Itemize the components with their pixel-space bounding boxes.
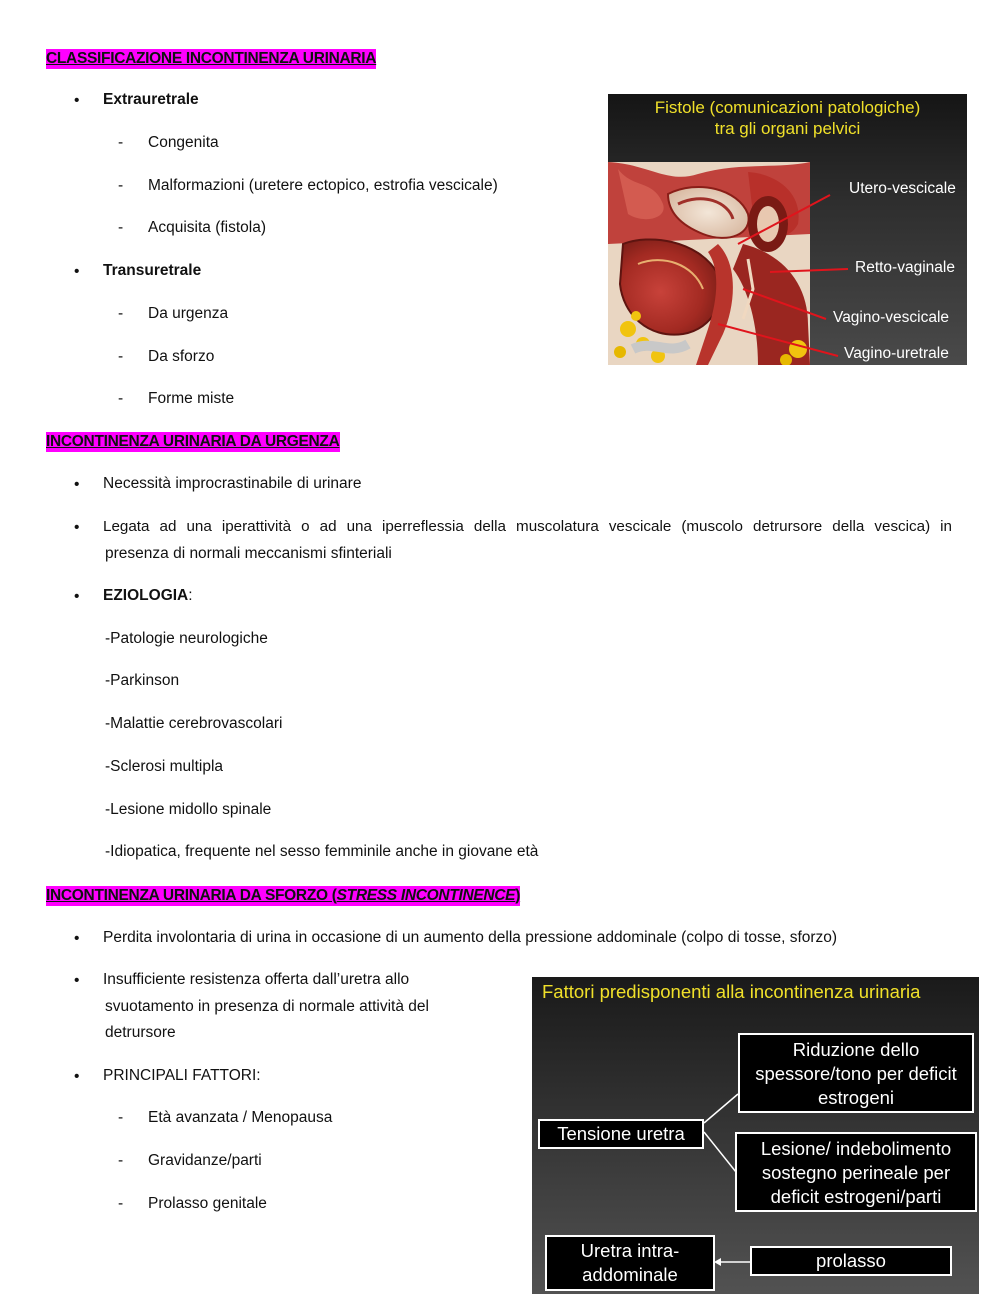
box-uretra-intraaddominale	[545, 1235, 715, 1291]
box-prolasso: prolasso	[750, 1246, 952, 1276]
heading-sforzo	[46, 886, 520, 906]
fattore-item: Gravidanze/parti	[148, 1152, 262, 1169]
fistole-figure	[608, 94, 967, 365]
sforzo-bullet-2-line: Insufficiente resistenza offerta dall’uretra allo	[103, 971, 410, 988]
urgenza-bullet-2-line-2: presenza di normali meccanismi sfinteriali	[105, 545, 392, 562]
box-riduzione-spessore	[738, 1033, 974, 1113]
box-line: estrogeni	[817, 1087, 895, 1108]
fattori-figure-title: Fattori predisponenti alla incontinenza urinaria	[542, 981, 921, 1002]
fattore-item: Età avanzata / Menopausa	[148, 1109, 333, 1126]
subitem-miste: Forme miste	[148, 390, 235, 407]
subitem-sforzo: Da sforzo	[148, 348, 215, 365]
subitem-urgenza: Da urgenza	[148, 305, 229, 322]
heading-urgenza: INCONTINENZA URINARIA DA URGENZA	[46, 433, 340, 450]
urgenza-bullet-1: Necessità improcrastinabile di urinare	[103, 475, 362, 492]
bullet-marker: •	[74, 263, 80, 280]
box-tensione-uretra: Tensione uretra	[538, 1119, 704, 1149]
fistola-label: Retto-vaginale	[855, 259, 955, 276]
dash-marker: -	[118, 134, 124, 151]
dash-marker: -	[118, 219, 124, 236]
sforzo-bullet-2-line: detrursore	[105, 1024, 176, 1041]
box-line: sostegno perineale per	[761, 1162, 951, 1183]
eziologia-item: -Parkinson	[105, 672, 180, 689]
bullet-marker: •	[74, 588, 80, 605]
box-line: addominale	[582, 1264, 678, 1285]
box-lesione-sostegno	[735, 1132, 977, 1212]
subitem-malformazioni: Malformazioni (uretere ectopico, estrofia vescicale)	[148, 177, 498, 194]
eziologia-item: -Sclerosi multipla	[105, 758, 224, 775]
fattore-item: Prolasso genitale	[148, 1195, 267, 1212]
box-line: Riduzione dello	[792, 1039, 920, 1060]
heading-classificazione: CLASSIFICAZIONE INCONTINENZA URINARIA	[46, 50, 377, 67]
fistola-label: Vagino-vescicale	[833, 309, 950, 326]
heading-sforzo-main: INCONTINENZA URINARIA DA SFORZO (	[46, 887, 337, 904]
box-line: Uretra intra-	[580, 1240, 680, 1261]
fistole-title-line: tra gli organi pelvici	[714, 119, 861, 138]
box-line: Lesione/ indebolimento	[760, 1138, 952, 1159]
heading-sforzo-italic: STRESS INCONTINENCE	[336, 887, 516, 904]
eziologia-item: -Lesione midollo spinale	[105, 801, 272, 818]
bullet-marker: •	[74, 972, 80, 989]
dash-marker: -	[118, 1152, 124, 1169]
subitem-acquisita: Acquisita (fistola)	[148, 219, 267, 236]
item-extrauretrale: Extrauretrale	[103, 91, 199, 108]
bullet-marker: •	[74, 476, 80, 493]
sforzo-bullet-2-line: svuotamento in presenza di normale attività del	[105, 998, 429, 1015]
eziologia-item: -Idiopatica, frequente nel sesso femminile anche in giovane età	[105, 843, 539, 860]
fistola-label: Vagino-uretrale	[844, 345, 949, 362]
dash-marker: -	[118, 390, 124, 407]
subitem-congenita: Congenita	[148, 134, 219, 151]
dash-marker: -	[118, 348, 124, 365]
dash-marker: -	[118, 1195, 124, 1212]
eziologia-item: -Patologie neurologiche	[105, 630, 268, 647]
item-transuretrale: Transuretrale	[103, 262, 202, 279]
dash-marker: -	[118, 305, 124, 322]
box-line: deficit estrogeni/parti	[770, 1186, 942, 1207]
eziologia-item: -Malattie cerebrovascolari	[105, 715, 283, 732]
fattori-figure	[532, 977, 979, 1294]
dash-marker: -	[118, 1109, 124, 1126]
heading-sforzo-end: )	[515, 887, 521, 904]
fistole-title-line: Fistole (comunicazioni patologiche)	[654, 98, 921, 117]
eziologia-bold: EZIOLOGIA	[103, 587, 189, 604]
box-line: spessore/tono per deficit	[755, 1063, 957, 1084]
eziologia-colon: :	[188, 587, 193, 604]
eziologia-label	[103, 587, 193, 605]
principali-fattori: PRINCIPALI FATTORI:	[103, 1067, 261, 1084]
bullet-marker: •	[74, 519, 80, 536]
bullet-marker: •	[74, 1068, 80, 1085]
fistola-label: Utero-vescicale	[849, 180, 956, 197]
sforzo-bullet-1: Perdita involontaria di urina in occasione di un aumento della pressione addominale (colpo di tosse, sforzo)	[103, 929, 838, 946]
bullet-marker: •	[74, 92, 80, 109]
dash-marker: -	[118, 177, 124, 194]
urgenza-bullet-2-line-1: Legata ad una iperattività o ad una iperreflessia della muscolatura vescicale (muscolo detrursore della vescica) in	[103, 518, 952, 535]
bullet-marker: •	[74, 930, 80, 947]
